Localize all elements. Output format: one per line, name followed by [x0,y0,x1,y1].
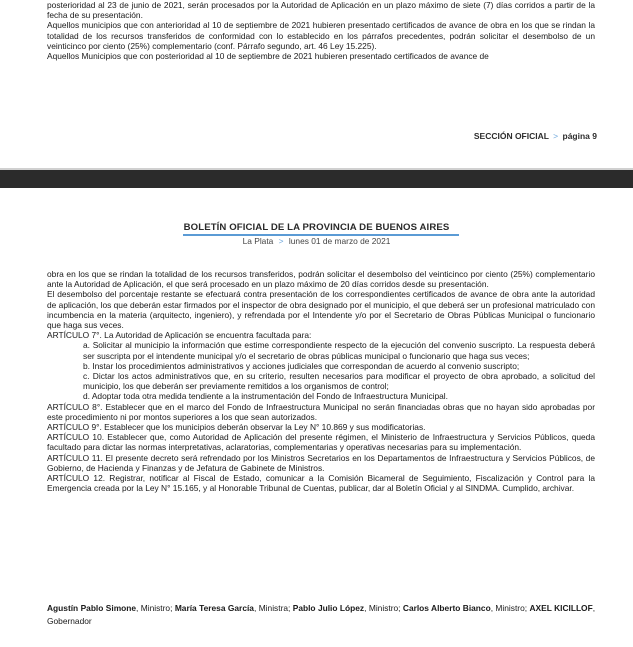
page-footer [474,131,597,141]
article-heading: ARTÍCULO 7°. La Autoridad de Aplicación se encuentra facultada para: [47,330,312,341]
article: ARTÍCULO 8°. Establecer que en el marco del Fondo de Infraestructura Municipal no serán financiadas obras que no hayan sido aprobadas por este procedimiento ni por montos superiores a los que sean autorizados. [47,401,595,422]
signatory-role: , Ministra; [253,603,293,613]
paragraph: posterioridad al 23 de junio de 2021, serán procesados por la Autoridad de Aplicación en un plazo máximo de siete (7) días corridos a partir de la fecha de su presentación. [47,0,595,21]
footer-page-number: página 9 [562,131,597,141]
signatory-name: Pablo Julio López [292,603,365,613]
list-item: a. Solicitar al municipio la información que estime correspondiente respecto de la ejecución del convenio suscripto. La respuesta deberá ser suscripta por el intendente municipal y/o el secretario de obras públicas municipal o funcionario que haga sus veces; [83,340,595,361]
signatory-role: , Ministro; [136,603,175,613]
list-item: b. Instar los procedimientos administrativos y acciones judiciales que correspondan de acuerdo al convenio suscripto; [83,360,520,371]
signatory-role: , Ministro; [364,603,403,613]
article: ARTÍCULO 10. Establecer que, como Autoridad de Aplicación del presente régimen, el Ministerio de Infraestructura y Servicios Públicos, queda facultado para dictar las normas interpretativas, aclaratorias, complementarias y operativas necesarias para su implementación. [47,432,595,453]
signatory-name: Carlos Alberto Bianco [402,603,491,613]
paragraph: obra en los que se rindan la totalidad de los recursos transferidos, podrán solicitar el desembolso del veinticinco por ciento (25%) complementario ante la Autoridad de Aplicación, el que será procesado en un plazo máximo de 20 días corridos desde su presentación. [47,269,595,290]
dateline-city: La Plata [242,236,274,246]
list-item: c. Dictar los actos administrativos que, en su criterio, resulten necesarios para modificar el proyecto de obra aprobado, a solicitud del municipio, los que deberán ser previamente remitidos a los organismos de control; [83,371,595,392]
previous-page-text [47,0,595,61]
footer-section: SECCIÓN OFICIAL [473,131,549,141]
article: ARTÍCULO 11. El presente decreto será refrendado por los Ministros Secretarios en los Departamentos de Infraestructura y Servicios Públicos, de Gobierno, de Hacienda y Finanzas y de Jefatura de Gabinete de Ministros. [47,452,595,473]
signatures [47,602,595,627]
signatory-name: AXEL KICILLOF [529,603,593,613]
bulletin-dateline [0,236,633,246]
current-page-text [47,269,595,493]
bulletin-title: BOLETÍN OFICIAL DE LA PROVINCIA DE BUENOS AIRES [183,222,450,233]
dateline-date: lunes 01 de marzo de 2021 [288,236,391,246]
paragraph: Aquellos municipios que con anterioridad al 10 de septiembre de 2021 hubieren presentado certificados de avance de obra en los que se rindan la totalidad de los recursos transferidos de conformidad con lo establecido en los párrafos precedentes, podrán solicitar el desembolso de un veinticinco por ciento (25%) complementario (conf. Párrafo segundo, art. 46 Ley 15.225). [47,20,595,51]
dateline-separator: > [278,236,284,246]
signatory-role: , Gobernador [47,603,596,626]
article: ARTÍCULO 9°. Establecer que los municipios deberán observar la Ley N° 10.869 y sus modificatorias. [47,422,426,433]
signatory-role: , Ministro; [490,603,530,613]
list-item: d. Adoptar toda otra medida tendiente a la instrumentación del Fondo de Infraestructura Municipal. [83,391,448,402]
paragraph: El desembolso del porcentaje restante se efectuará contra presentación de los correspondientes certificados de avance de obra ante la autoridad de aplicación, los que deberán estar firmados por el inspector de obra designado por el municipio, el que deberá ser un profesional matriculado con incumbencia en la materia (arquitecto, ingeniero), y refrendada por el Intendente y/o por el Secretario de Obras Públicas Municipal o funcionario que haga sus veces. [47,289,595,331]
paragraph: Aquellos Municipios que con posterioridad al 10 de septiembre de 2021 hubieren presentado certificados de avance de [47,51,489,62]
footer-separator: > [553,131,559,141]
page-divider [0,170,633,188]
signatory-name: Agustín Pablo Simone [47,603,137,613]
article: ARTÍCULO 12. Registrar, notificar al Fiscal de Estado, comunicar a la Comisión Bicameral de Seguimiento, Fiscalización y Control para la Emergencia creada por la Ley N° 15.165, y al Honorable Tribunal de Cuentas, publicar, dar al Boletín Oficial y al SINDMA. Cumplido, archivar. [47,473,595,494]
signatory-name: María Teresa García [174,603,254,613]
